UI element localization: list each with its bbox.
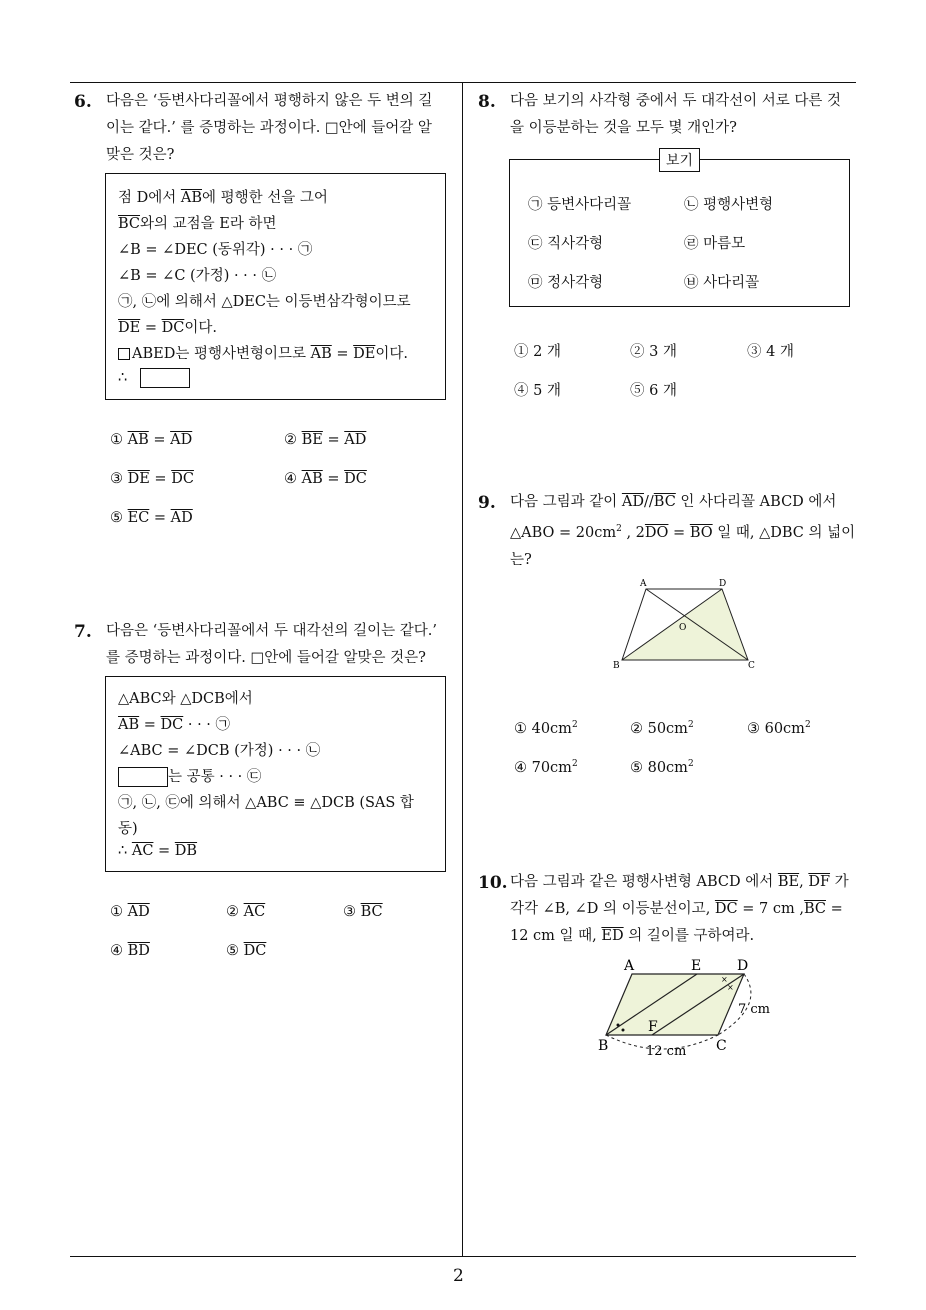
column-divider	[462, 82, 463, 1257]
proof-line: ㉠, ㉡, ㉢에 의해서 △ABC ≡ △DCB (SAS 합	[118, 795, 414, 811]
segment: $\overline{DC}$	[171, 471, 194, 487]
question-text-line	[510, 869, 849, 896]
angle-mark-x: ×	[727, 983, 734, 992]
item-marker: ㉥	[684, 275, 699, 291]
item-text: 마름모	[703, 236, 746, 252]
text: , 2	[621, 524, 645, 541]
question-text-line: 맞은 것은?	[106, 147, 175, 163]
text: 이다.	[375, 346, 408, 362]
proof-line	[118, 212, 277, 233]
label-d: D	[719, 579, 727, 589]
choice-2[interactable]	[630, 720, 694, 737]
choice-number: ①	[514, 720, 527, 737]
text: 다음 그림과 같이	[510, 494, 622, 510]
text: 점 D에서	[118, 190, 181, 206]
proof-box	[105, 173, 446, 400]
superscript: 2	[687, 759, 694, 769]
choice-number: ①	[110, 432, 123, 448]
text: 12 cm 일 때,	[510, 928, 602, 944]
choice-5[interactable]: ⑤ $\overline{EC} = \overline{AD}$	[110, 510, 193, 526]
item-text: 사다리꼴	[703, 275, 760, 291]
segment: $\overline{DC}$	[160, 717, 184, 733]
proof-line	[118, 843, 197, 859]
segment: $\overline{DE}$	[353, 346, 376, 362]
question-text-line	[510, 516, 855, 547]
superscript: 2	[571, 759, 578, 769]
choice-1[interactable]	[514, 340, 561, 361]
parallelogram-figure	[590, 955, 780, 1065]
choice-number: ①	[514, 344, 529, 360]
choice-2[interactable]	[226, 904, 265, 920]
segment: $\overline{BE}$	[301, 432, 323, 448]
bogi-label: 보기	[659, 148, 700, 172]
answer-blank	[140, 368, 190, 388]
proof-line	[118, 368, 190, 388]
question-number: 7.	[74, 622, 92, 642]
text: =	[139, 717, 161, 733]
choice-5[interactable]	[630, 759, 694, 776]
proof-line	[118, 713, 230, 734]
question-number: 6.	[74, 92, 92, 112]
question-number: 9.	[478, 493, 496, 513]
question-text	[510, 88, 841, 142]
question-text	[510, 489, 855, 574]
bogi-item	[684, 193, 773, 214]
segment: $\overline{DO}$	[644, 524, 669, 541]
text: =	[153, 843, 175, 859]
text: 와의 교점을 E라 하면	[140, 216, 277, 232]
superscript: 2	[571, 720, 578, 730]
question-text-line	[510, 923, 849, 950]
proof-line	[118, 765, 261, 787]
choice-value: 40cm	[531, 720, 572, 737]
segment: $\overline{DC}$	[344, 471, 367, 487]
choice-4[interactable]: ④ $\overline{AB} = \overline{DC}$	[284, 471, 367, 487]
angle-mark-dot	[617, 1024, 620, 1027]
segment: $\overline{BO}$	[689, 524, 713, 541]
choice-number: ②	[630, 344, 645, 360]
item-text: 평행사변형	[703, 197, 774, 213]
choice-number: ⑤	[226, 943, 239, 959]
item-marker: ㉣	[684, 236, 699, 252]
question-text-line: 다음은 ‘등변사다리꼴에서 평행하지 않은 두 변의 길	[106, 93, 433, 109]
proof-line: ∠ABC = ∠DCB (가정) · · · ㉡	[118, 743, 321, 759]
label-c: C	[716, 1038, 727, 1054]
choice-4[interactable]	[110, 943, 150, 959]
superscript: 2	[687, 720, 694, 730]
text: =	[140, 320, 162, 336]
choice-number: ⑤	[630, 383, 645, 399]
text: =	[331, 346, 354, 362]
choice-number: ②	[226, 904, 239, 920]
square-symbol	[118, 348, 130, 360]
choice-value: 2 개	[533, 344, 561, 360]
item-text: 직사각형	[547, 236, 604, 252]
bogi-item	[528, 232, 603, 253]
choice-2[interactable]	[630, 340, 677, 361]
segment: $\overline{DC}$	[243, 943, 267, 959]
segment: $\overline{AC}$	[243, 904, 266, 920]
item-marker: ㉡	[684, 197, 699, 213]
proof-line: ∠B = ∠C (가정) · · · ㉡	[118, 268, 277, 284]
choice-number: ③	[747, 344, 762, 360]
proof-box	[105, 676, 446, 872]
label-c: C	[748, 661, 755, 671]
choice-1[interactable]	[110, 904, 150, 920]
text: ,	[799, 874, 809, 890]
choice-1[interactable]: ① $\overline{AB} = \overline{AD}$	[110, 432, 193, 448]
text: = 7 cm ,	[737, 901, 804, 917]
choice-number: ⑤	[630, 759, 643, 776]
text: ABED는 평행사변형이므로	[132, 346, 311, 362]
proof-line: 동)	[118, 821, 138, 837]
angle-mark-dot	[622, 1029, 625, 1032]
proof-line: ∠B = ∠DEC (동위각) · · · ㉠	[118, 242, 313, 258]
bottom-rule	[70, 1256, 856, 1257]
segment: $\overline{ED}$	[601, 928, 624, 944]
therefore-symbol: ∴	[118, 370, 128, 386]
item-text: 정사각형	[547, 275, 604, 291]
question-text-line: 이는 같다.’ 를 증명하는 과정이다. □안에 들어갈 알	[106, 120, 432, 136]
choice-number: ④	[110, 943, 123, 959]
choice-number: ④	[284, 471, 297, 487]
choice-4[interactable]	[514, 759, 578, 776]
segment: $\overline{BE}$	[777, 874, 800, 890]
choice-number: ③	[747, 720, 760, 737]
text: · · · ㉠	[183, 717, 231, 733]
choice-number: ②	[284, 432, 297, 448]
label-o: O	[679, 623, 687, 633]
proof-line	[118, 186, 328, 207]
page-number: 2	[453, 1266, 464, 1286]
question-text-line: 다음 보기의 사각형 중에서 두 대각선이 서로 다른 것	[510, 93, 842, 109]
segment: $\overline{AD}$	[170, 432, 193, 448]
segment: $\overline{DC}$	[161, 320, 185, 336]
choice-number: ③	[110, 471, 123, 487]
segment: $\overline{DB}$	[174, 843, 198, 859]
segment: $\overline{AB}$	[127, 432, 149, 448]
text: 다음 그림과 같은 평행사변형 ABCD 에서	[510, 874, 778, 890]
choice-number: ②	[630, 720, 643, 737]
label-bc-length: 12 cm	[646, 1044, 687, 1059]
choice-5[interactable]	[630, 379, 677, 400]
segment: $\overline{DF}$	[808, 874, 831, 890]
choice-number: ③	[343, 904, 356, 920]
segment: $\overline{AB}$	[310, 346, 332, 362]
superscript: 2	[616, 524, 622, 534]
choice-3[interactable]	[343, 904, 383, 920]
choice-value: 3 개	[649, 344, 677, 360]
text: //	[644, 494, 654, 510]
bogi-box	[509, 159, 850, 307]
choice-value: 5 개	[533, 383, 561, 399]
top-rule	[70, 82, 856, 83]
segment: $\overline{DC}$	[714, 901, 738, 917]
text: 에 평행한 선을 그어	[202, 190, 328, 206]
label-d: D	[737, 958, 749, 974]
segment: $\overline{AD}$	[621, 494, 644, 510]
bogi-item	[528, 271, 603, 292]
proof-line: ㉠, ㉡에 의해서 △DEC는 이등변삼각형이므로	[118, 294, 411, 310]
choice-number: ④	[514, 383, 529, 399]
item-marker: ㉤	[528, 275, 543, 291]
therefore-symbol: ∴	[118, 843, 132, 859]
label-b: B	[613, 661, 620, 671]
question-number: 8.	[478, 92, 496, 112]
question-text-line: 다음은 ‘등변사다리꼴에서 두 대각선의 길이는 같다.’	[106, 623, 438, 639]
proof-line: △ABC와 △DCB에서	[118, 691, 253, 707]
label-e: E	[691, 958, 702, 974]
label-a: A	[624, 958, 635, 974]
bogi-item	[684, 271, 759, 292]
question-text	[106, 618, 437, 672]
trapezoid-figure	[600, 574, 770, 674]
segment: $\overline{BD}$	[127, 943, 150, 959]
text: 는 공통 · · · ㉢	[168, 769, 262, 785]
segment: $\overline{BC}$	[360, 904, 383, 920]
choice-4[interactable]	[514, 379, 561, 400]
question-text	[510, 869, 849, 950]
question-text-line	[510, 489, 855, 516]
choice-1[interactable]	[514, 720, 578, 737]
text: 각각 ∠B, ∠D 의 이등분선이고,	[510, 901, 715, 917]
segment: $\overline{AB}$	[301, 471, 323, 487]
segment: $\overline{BC}$	[653, 494, 676, 510]
text: 가	[830, 874, 849, 890]
choice-value: 60cm	[764, 720, 805, 737]
segment: $\overline{AD}$	[170, 510, 193, 526]
label-a: A	[640, 579, 647, 589]
item-marker: ㉠	[528, 197, 543, 213]
segment: $\overline{BC}$	[118, 216, 141, 232]
choice-3[interactable]	[747, 340, 794, 361]
question-text-line: 는?	[510, 551, 532, 568]
choice-value: 80cm	[647, 759, 688, 776]
choice-3[interactable]: ③ $\overline{DE} = \overline{DC}$	[110, 471, 194, 487]
item-marker: ㉢	[528, 236, 543, 252]
choice-value: 50cm	[647, 720, 688, 737]
segment: $\overline{DE}$	[127, 471, 150, 487]
bogi-item	[528, 193, 631, 214]
segment: $\overline{AC}$	[131, 843, 154, 859]
superscript: 2	[804, 720, 811, 730]
label-f: F	[648, 1019, 658, 1035]
proof-line	[118, 342, 408, 363]
text: 의 길이를 구하여라.	[623, 928, 755, 944]
label-dc-length: 7 cm	[738, 1002, 771, 1017]
proof-line	[118, 316, 217, 337]
choice-number: ①	[110, 904, 123, 920]
segment: $\overline{AB}$	[118, 717, 140, 733]
label-b: B	[598, 1038, 609, 1054]
text: 인 사다리꼴 ABCD 에서	[675, 494, 837, 510]
choice-number: ④	[514, 759, 527, 776]
segment: $\overline{EC}$	[127, 510, 150, 526]
question-text-line: 을 이등분하는 것을 모두 몇 개인가?	[510, 120, 737, 136]
choice-3[interactable]	[747, 720, 811, 737]
question-text-line	[510, 896, 849, 923]
choice-5[interactable]	[226, 943, 266, 959]
question-text-line: 를 증명하는 과정이다. □안에 들어갈 알맞은 것은?	[106, 650, 426, 666]
question-number: 10.	[478, 873, 508, 893]
segment: $\overline{DE}$	[118, 320, 141, 336]
text: =	[668, 524, 690, 541]
bogi-item	[684, 232, 745, 253]
choice-value: 4 개	[766, 344, 794, 360]
text: 이다.	[184, 320, 217, 336]
question-text	[106, 88, 432, 169]
choice-value: 70cm	[531, 759, 572, 776]
choice-2[interactable]: ② $\overline{BE} = \overline{AD}$	[284, 432, 367, 448]
angle-mark-x: ×	[721, 975, 728, 984]
choice-number: ⑤	[110, 510, 123, 526]
text: 일 때, △DBC 의 넓이	[712, 524, 856, 541]
segment: $\overline{AB}$	[180, 190, 203, 206]
segment: $\overline{AD}$	[127, 904, 150, 920]
choice-value: 6 개	[649, 383, 677, 399]
segment: $\overline{AD}$	[344, 432, 367, 448]
answer-blank	[118, 767, 168, 787]
segment: $\overline{BC}$	[803, 901, 826, 917]
text: △ABO = 20cm	[510, 524, 617, 541]
item-text: 등변사다리꼴	[547, 197, 632, 213]
text: =	[825, 901, 843, 917]
